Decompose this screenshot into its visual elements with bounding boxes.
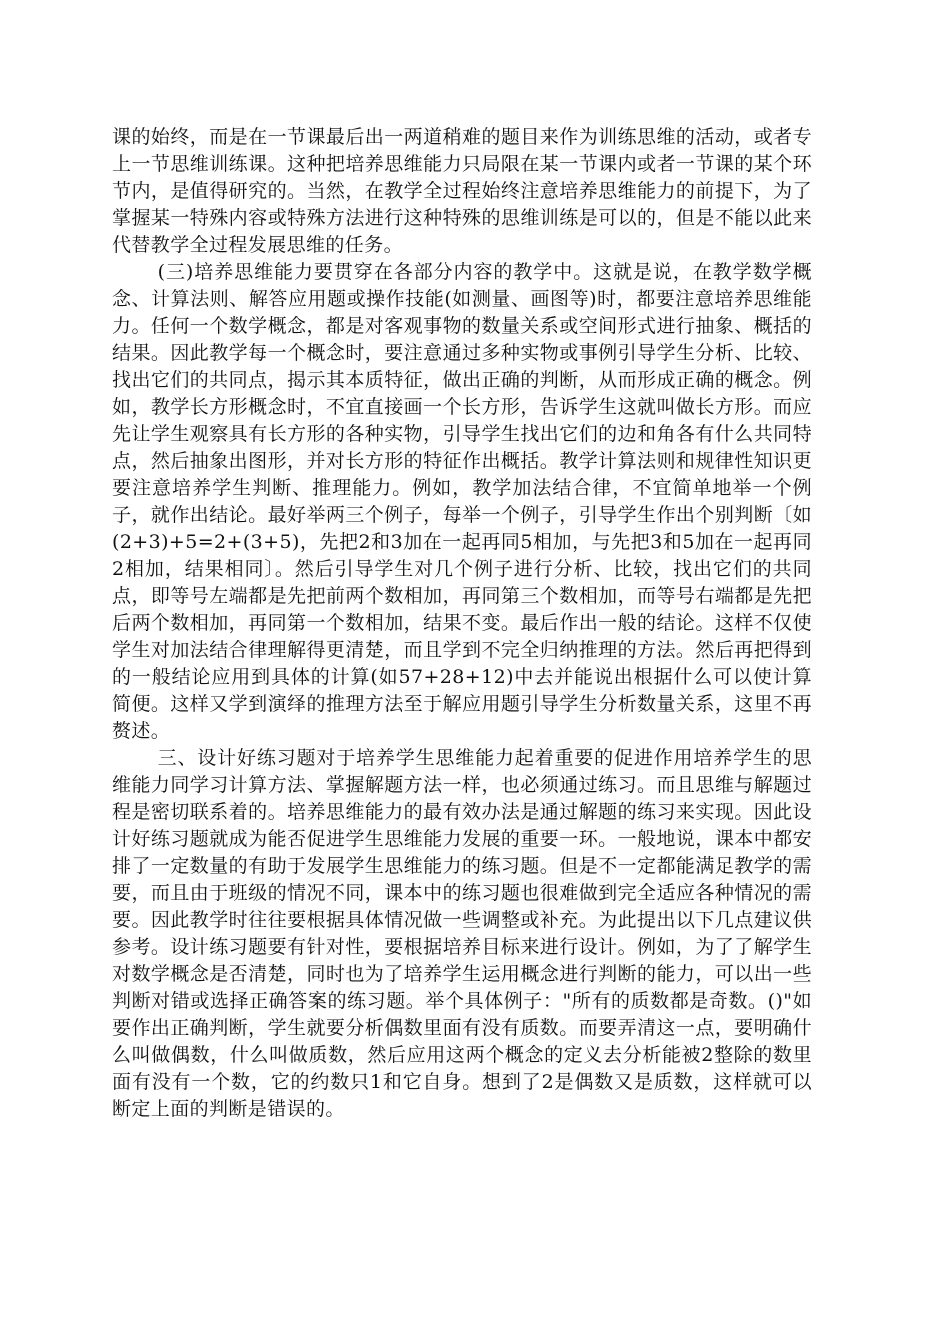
paragraph-section-three-exercises: 三、设计好练习题对于培养学生思维能力起着重要的促进作用培养学生的思维能力同学习计算方法、掌握解题方法一样，也必须通过练习。而且思维与解题过程是密切联系着的。培养思维能力的最有效办法是通过解题的练习来实现。因此设计好练习题就成为能否促进学生思维能力发展的重要一环。一般地说，课本中都安排了一定数量的有助于发展学生思维能力的练习题。但是不一定都能满足教学的需要，而且由于班级的情况不同，课本中的练习题也很难做到完全适应各种情况的需要。因此教学时往往要根据具体情况做一些调整或补充。为此提出以下几点建议供参考。设计练习题要有针对性，要根据培养目标来进行设计。例如，为了了解学生对数学概念是否清楚，同时也为了培养学生运用概念进行判断的能力，可以出一些判断对错或选择正确答案的练习题。举个具体例子："所有的质数都是奇数。()"如要作出正确判断，学生就要分析偶数里面有没有质数。而要弄清这一点，要明确什么叫做偶数，什么叫做质数，然后应用这两个概念的定义去分析能被2整除的数里面有没有一个数，它的约数只1和它自身。想到了2是偶数又是质数，这样就可以断定上面的判断是错误的。 — [112, 747, 812, 1120]
paragraph-continuation: 课的始终，而是在一节课最后出一两道稍难的题目来作为训练思维的活动，或者专上一节思维训练课。这种把培养思维能力只局限在某一节课内或者一节课的某个环节内，是值得研究的。当然，在教学全过程始终注意培养思维能力的前提下，为了掌握某一特殊内容或特殊方法进行这种特殊的思维训练是可以的，但是不能以此来代替教学全过程发展思维的任务。 — [112, 126, 812, 256]
document-page — [112, 124, 812, 1123]
paragraph-section-three-sub: (三)培养思维能力要贯穿在各部分内容的教学中。这就是说，在教学数学概念、计算法则、解答应用题或操作技能(如测量、画图等)时，都要注意培养思维能力。任何一个数学概念，都是对客观事物的数量关系或空间形式进行抽象、概括的结果。因此教学每一个概念时，要注意通过多种实物或事例引导学生分析、比较、找出它们的共同点，揭示其本质特征，做出正确的判断，从而形成正确的概念。例如，教学长方形概念时，不宜直接画一个长方形，告诉学生这就叫做长方形。而应先让学生观察具有长方形的各种实物，引导学生找出它们的边和角各有什么共同特点，然后抽象出图形，并对长方形的特征作出概括。教学计算法则和规律性知识更要注意培养学生判断、推理能力。例如，教学加法结合律，不宜简单地举一个例子，就作出结论。最好举两三个例子，每举一个例子，引导学生作出个别判断〔如(2+3)+5=2+(3+5)，先把2和3加在一起再同5相加，与先把3和5加在一起再同2相加，结果相同〕。然后引导学生对几个例子进行分析、比较，找出它们的共同点，即等号左端都是先把前两个数相加，再同第三个数相加，而等号右端都是先把后两个数相加，再同第一个数相加，结果不变。最后作出一般的结论。这样不仅使学生对加法结合律理解得更清楚，而且学到不完全归纳推理的方法。然后再把得到的一般结论应用到具体的计算(如57+28+12)中去并能说出根据什么可以使计算简便。这样又学到演绎的推理方法至于解应用题引导学生分析数量关系，这里不再赘述。 — [112, 261, 812, 742]
